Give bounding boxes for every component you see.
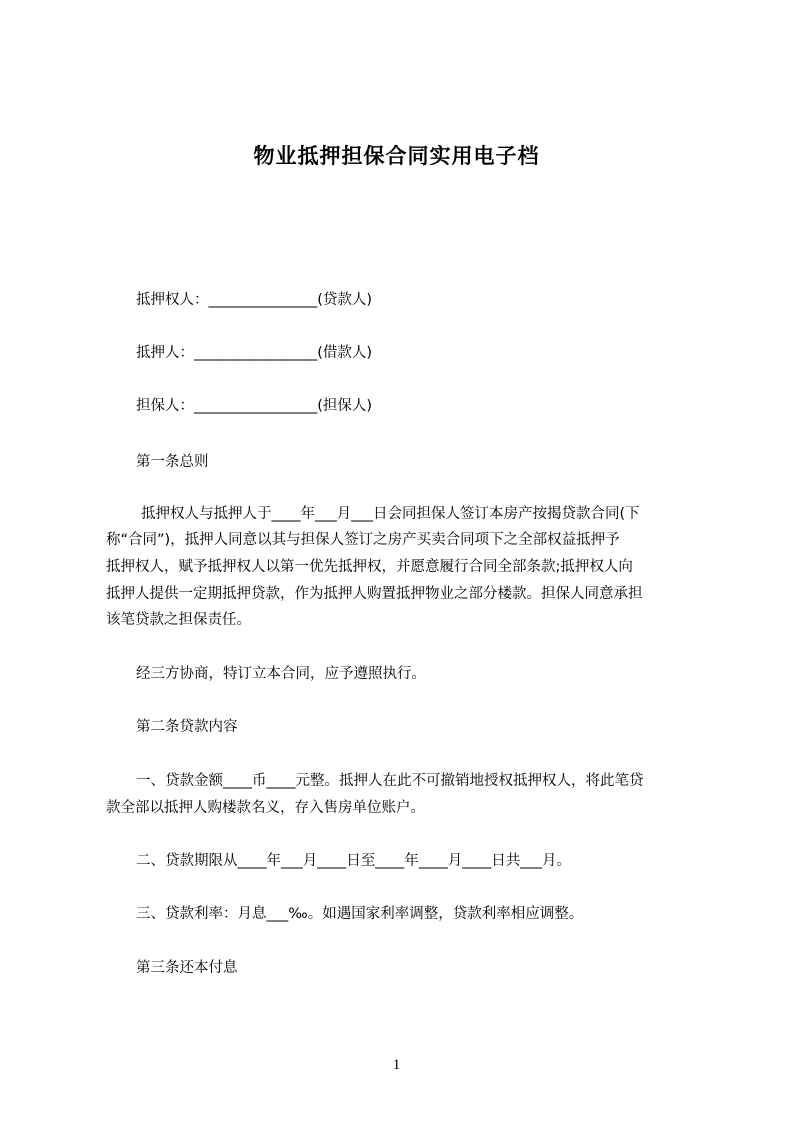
article2-item2: 二、贷款期限从____年___月____日至____年____月____日共___月。 (136, 853, 571, 869)
document-title: 物业抵押担保合同实用电子档 (253, 144, 540, 168)
article1-line-1: 抵押权人与抵押人于____年___月___日会同担保人签订本房产按揭贷款合同(下 (141, 506, 640, 522)
article1-line-2: 称“合同”)，抵押人同意以其与担保人签订之房产买卖合同项下之全部权益抵押予 (106, 532, 620, 548)
page-number: 1 (392, 1057, 401, 1073)
article2-item1-line-2: 款全部以抵押人购楼款名义，存入售房单位账户。 (106, 800, 425, 816)
guarantor-line: 担保人：_________________(担保人) (136, 398, 373, 414)
article1-line-5: 该笔贷款之担保责任。 (106, 612, 251, 628)
article2-item3: 三、贷款利率：月息___‰。如遇国家利率调整，贷款利率相应调整。 (136, 906, 584, 922)
article2-item1-line-1: 一、贷款金额____币____元整。抵押人在此不可撤销地授权抵押权人，将此笔贷 (136, 773, 644, 789)
article1-line-3: 抵押权人，赋予抵押权人以第一优先抵押权，并愿意履行合同全部条款;抵押权人向 (106, 559, 633, 575)
mortgagor-line: 抵押人：_________________(借款人) (136, 345, 373, 361)
article1-line-4: 抵押人提供一定期抵押贷款，作为抵押人购置抵押物业之部分楼款。担保人同意承担 (106, 586, 643, 602)
article2-heading: 第二条贷款内容 (136, 719, 238, 735)
mortgagee-line: 抵押权人：_______________(贷款人) (136, 292, 373, 308)
article1-heading: 第一条总则 (136, 454, 209, 470)
article3-heading: 第三条还本付息 (136, 960, 238, 976)
article1-closing: 经三方协商，特订立本合同，应予遵照执行。 (136, 666, 426, 682)
